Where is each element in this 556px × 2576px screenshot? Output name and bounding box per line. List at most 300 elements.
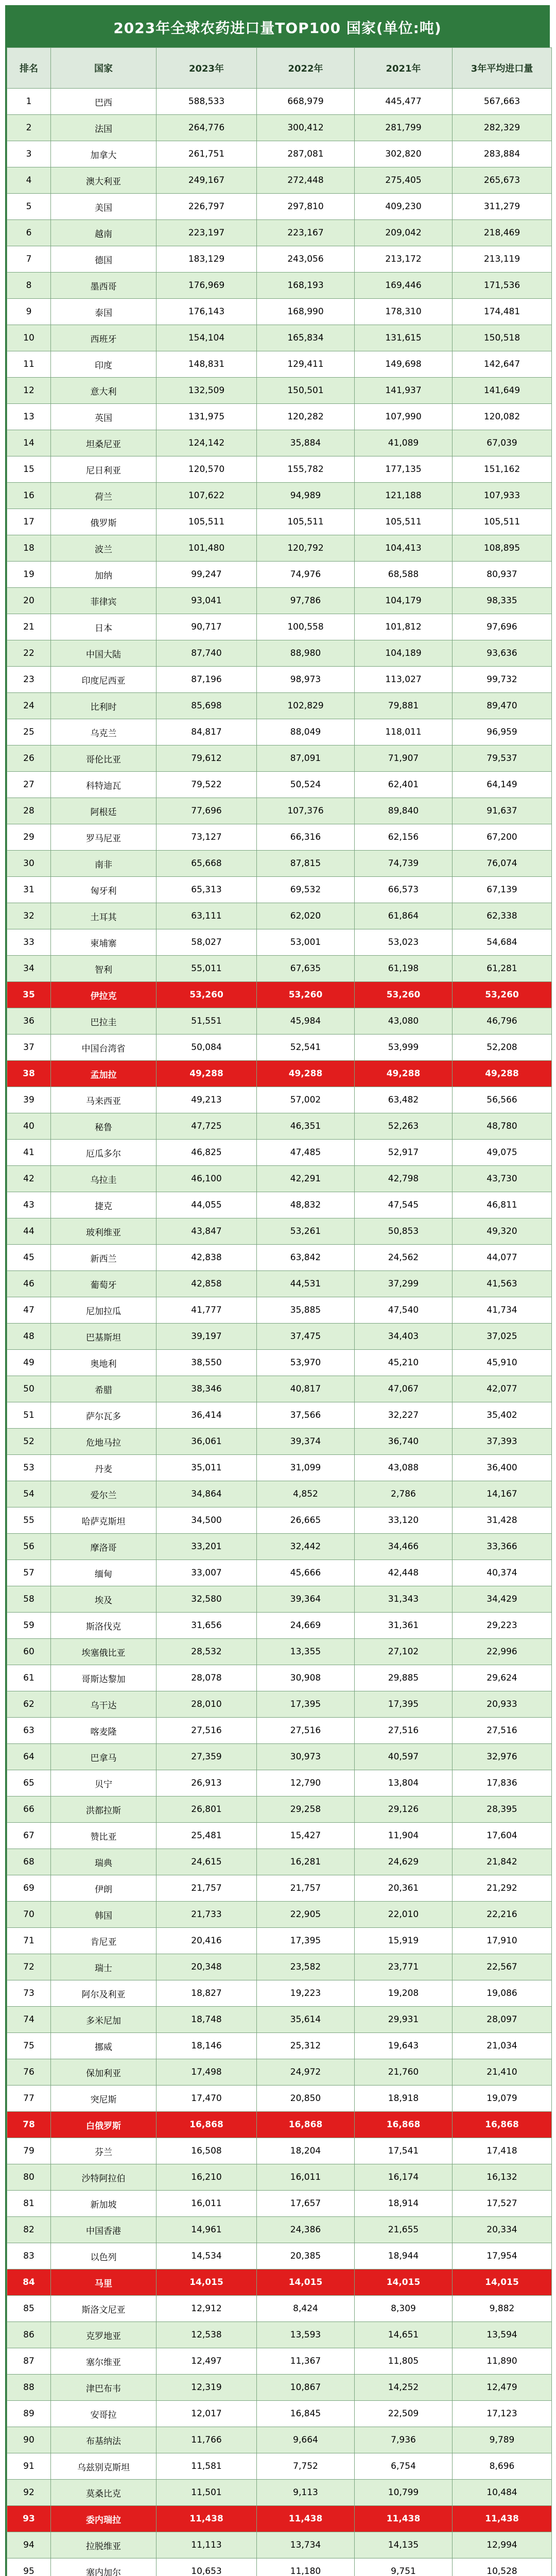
cell-3yr-average: 218,469 [453, 220, 552, 246]
cell-3yr-average: 141,649 [453, 378, 552, 404]
table-row [7, 2086, 552, 2112]
cell-2023: 99,247 [157, 562, 257, 588]
cell-rank: 34 [7, 956, 51, 982]
cell-3yr-average: 311,279 [453, 194, 552, 220]
table-row [7, 1639, 552, 1665]
table-row [7, 640, 552, 667]
cell-rank: 94 [7, 2532, 51, 2558]
cell-rank: 10 [7, 325, 51, 351]
cell-rank: 6 [7, 220, 51, 246]
table-row [7, 562, 552, 588]
cell-3yr-average: 14,167 [453, 1481, 552, 1507]
cell-2023: 41,777 [157, 1297, 257, 1324]
cell-3yr-average: 52,208 [453, 1035, 552, 1061]
cell-2023: 36,414 [157, 1402, 257, 1429]
cell-rank: 28 [7, 798, 51, 824]
cell-rank: 69 [7, 1875, 51, 1902]
table-row [7, 1218, 552, 1245]
cell-country: 斯洛伐克 [51, 1613, 157, 1639]
table-row [7, 2427, 552, 2453]
cell-2022: 100,558 [257, 614, 355, 640]
cell-country: 日本 [51, 614, 157, 640]
cell-2021: 178,310 [355, 299, 453, 325]
cell-country: 丹麦 [51, 1455, 157, 1481]
cell-2023: 46,825 [157, 1140, 257, 1166]
cell-2022: 57,002 [257, 1087, 355, 1113]
cell-rank: 61 [7, 1665, 51, 1691]
cell-2022: 129,411 [257, 351, 355, 378]
cell-2022: 24,972 [257, 2059, 355, 2086]
cell-2023: 12,319 [157, 2375, 257, 2401]
cell-2023: 65,313 [157, 877, 257, 903]
cell-country: 尼加拉瓜 [51, 1297, 157, 1324]
cell-3yr-average: 35,402 [453, 1402, 552, 1429]
cell-3yr-average: 10,528 [453, 2558, 552, 2576]
cell-2021: 107,990 [355, 404, 453, 430]
cell-2023: 35,011 [157, 1455, 257, 1481]
cell-2021: 22,010 [355, 1902, 453, 1928]
cell-2023: 63,111 [157, 903, 257, 929]
cell-3yr-average: 93,636 [453, 640, 552, 667]
cell-rank: 37 [7, 1035, 51, 1061]
cell-2022: 40,817 [257, 1376, 355, 1402]
cell-2023: 28,010 [157, 1691, 257, 1718]
cell-rank: 36 [7, 1008, 51, 1035]
cell-2021: 11,438 [355, 2506, 453, 2532]
cell-2023: 11,113 [157, 2532, 257, 2558]
cell-2022: 37,475 [257, 1324, 355, 1350]
cell-3yr-average: 12,479 [453, 2375, 552, 2401]
cell-2023: 87,196 [157, 667, 257, 693]
cell-2022: 42,291 [257, 1166, 355, 1192]
cell-2021: 13,804 [355, 1770, 453, 1797]
cell-rank: 53 [7, 1455, 51, 1481]
cell-2021: 89,840 [355, 798, 453, 824]
table-row [7, 1035, 552, 1061]
cell-country: 阿根廷 [51, 798, 157, 824]
cell-2022: 9,113 [257, 2480, 355, 2506]
cell-3yr-average: 11,890 [453, 2348, 552, 2375]
cell-rank: 85 [7, 2296, 51, 2322]
cell-2021: 27,102 [355, 1639, 453, 1665]
cell-3yr-average: 22,216 [453, 1902, 552, 1928]
cell-rank: 78 [7, 2112, 51, 2138]
cell-rank: 83 [7, 2243, 51, 2269]
cell-2022: 27,516 [257, 1718, 355, 1744]
cell-3yr-average: 142,647 [453, 351, 552, 378]
cell-country: 加纳 [51, 562, 157, 588]
cell-2022: 53,001 [257, 929, 355, 956]
cell-2023: 44,055 [157, 1192, 257, 1218]
cell-country: 越南 [51, 220, 157, 246]
cell-rank: 18 [7, 535, 51, 562]
cell-3yr-average: 80,937 [453, 562, 552, 588]
cell-country: 捷克 [51, 1192, 157, 1218]
cell-2021: 53,023 [355, 929, 453, 956]
cell-2022: 120,282 [257, 404, 355, 430]
table-row [7, 273, 552, 299]
cell-rank: 13 [7, 404, 51, 430]
cell-country: 缅甸 [51, 1560, 157, 1586]
cell-2022: 63,842 [257, 1245, 355, 1271]
cell-2022: 22,905 [257, 1902, 355, 1928]
cell-country: 委内瑞拉 [51, 2506, 157, 2532]
cell-3yr-average: 79,537 [453, 745, 552, 772]
cell-2021: 18,918 [355, 2086, 453, 2112]
cell-3yr-average: 19,086 [453, 1980, 552, 2007]
cell-2022: 287,081 [257, 141, 355, 167]
cell-rank: 4 [7, 167, 51, 194]
cell-2023: 39,197 [157, 1324, 257, 1350]
cell-rank: 65 [7, 1770, 51, 1797]
cell-2022: 14,015 [257, 2269, 355, 2296]
cell-3yr-average: 9,882 [453, 2296, 552, 2322]
cell-rank: 7 [7, 246, 51, 273]
cell-3yr-average: 12,994 [453, 2532, 552, 2558]
table-row [7, 1875, 552, 1902]
cell-2023: 16,011 [157, 2191, 257, 2217]
cell-3yr-average: 150,518 [453, 325, 552, 351]
cell-2021: 63,482 [355, 1087, 453, 1113]
cell-country: 土耳其 [51, 903, 157, 929]
cell-2023: 26,913 [157, 1770, 257, 1797]
cell-2021: 11,805 [355, 2348, 453, 2375]
cell-rank: 90 [7, 2427, 51, 2453]
table-row [7, 693, 552, 719]
table-row [7, 2217, 552, 2243]
cell-country: 泰国 [51, 299, 157, 325]
cell-3yr-average: 29,223 [453, 1613, 552, 1639]
cell-rank: 30 [7, 851, 51, 877]
table-row [7, 614, 552, 640]
cell-2023: 14,015 [157, 2269, 257, 2296]
cell-country: 津巴布韦 [51, 2375, 157, 2401]
cell-2023: 27,359 [157, 1744, 257, 1770]
cell-country: 巴拿马 [51, 1744, 157, 1770]
cell-3yr-average: 21,034 [453, 2033, 552, 2059]
cell-country: 拉脱维亚 [51, 2532, 157, 2558]
header-country: 国家 [51, 48, 157, 89]
cell-2022: 20,385 [257, 2243, 355, 2269]
table-row [7, 1534, 552, 1560]
cell-country: 法国 [51, 115, 157, 141]
cell-2022: 37,566 [257, 1402, 355, 1429]
cell-2022: 45,984 [257, 1008, 355, 1035]
cell-2022: 105,511 [257, 509, 355, 535]
cell-2021: 47,545 [355, 1192, 453, 1218]
table-row [7, 1613, 552, 1639]
cell-3yr-average: 8,696 [453, 2453, 552, 2480]
cell-2023: 47,725 [157, 1113, 257, 1140]
cell-rank: 42 [7, 1166, 51, 1192]
cell-2021: 43,080 [355, 1008, 453, 1035]
cell-country: 坦桑尼亚 [51, 430, 157, 456]
table-row [7, 2112, 552, 2138]
table-row [7, 1297, 552, 1324]
cell-2021: 16,174 [355, 2164, 453, 2191]
cell-rank: 1 [7, 89, 51, 115]
cell-rank: 57 [7, 1560, 51, 1586]
table-row [7, 194, 552, 220]
cell-3yr-average: 16,132 [453, 2164, 552, 2191]
cell-2021: 2,786 [355, 1481, 453, 1507]
cell-2023: 77,696 [157, 798, 257, 824]
cell-3yr-average: 22,996 [453, 1639, 552, 1665]
cell-2023: 223,197 [157, 220, 257, 246]
cell-3yr-average: 41,563 [453, 1271, 552, 1297]
cell-2021: 31,343 [355, 1586, 453, 1613]
cell-2021: 20,361 [355, 1875, 453, 1902]
cell-2021: 66,573 [355, 877, 453, 903]
cell-country: 乌兹别克斯坦 [51, 2453, 157, 2480]
cell-2021: 29,885 [355, 1665, 453, 1691]
cell-country: 秘鲁 [51, 1113, 157, 1140]
cell-2021: 10,799 [355, 2480, 453, 2506]
cell-country: 哥伦比亚 [51, 745, 157, 772]
table-row [7, 1954, 552, 1980]
cell-rank: 92 [7, 2480, 51, 2506]
cell-3yr-average: 46,811 [453, 1192, 552, 1218]
cell-rank: 33 [7, 929, 51, 956]
cell-country: 中国台湾省 [51, 1035, 157, 1061]
table-row [7, 2322, 552, 2348]
cell-2023: 25,481 [157, 1823, 257, 1849]
cell-rank: 79 [7, 2138, 51, 2164]
table-row [7, 2375, 552, 2401]
cell-2021: 53,260 [355, 982, 453, 1008]
table-row [7, 1166, 552, 1192]
header-2022: 2022年 [257, 48, 355, 89]
cell-2023: 85,698 [157, 693, 257, 719]
cell-rank: 63 [7, 1718, 51, 1744]
cell-country: 喀麦隆 [51, 1718, 157, 1744]
cell-2022: 7,752 [257, 2453, 355, 2480]
cell-country: 西班牙 [51, 325, 157, 351]
cell-country: 克罗地亚 [51, 2322, 157, 2348]
cell-2022: 26,665 [257, 1507, 355, 1534]
cell-2022: 97,786 [257, 588, 355, 614]
table-row [7, 456, 552, 483]
cell-rank: 73 [7, 1980, 51, 2007]
table-row [7, 1928, 552, 1954]
cell-2023: 50,084 [157, 1035, 257, 1061]
cell-2021: 11,904 [355, 1823, 453, 1849]
cell-country: 葡萄牙 [51, 1271, 157, 1297]
cell-2022: 12,790 [257, 1770, 355, 1797]
cell-rank: 87 [7, 2348, 51, 2375]
cell-country: 沙特阿拉伯 [51, 2164, 157, 2191]
table-row [7, 167, 552, 194]
cell-3yr-average: 17,836 [453, 1770, 552, 1797]
cell-country: 中国香港 [51, 2217, 157, 2243]
cell-3yr-average: 33,366 [453, 1534, 552, 1560]
cell-2021: 14,135 [355, 2532, 453, 2558]
cell-2022: 35,884 [257, 430, 355, 456]
cell-3yr-average: 27,516 [453, 1718, 552, 1744]
cell-rank: 68 [7, 1849, 51, 1875]
cell-2023: 18,146 [157, 2033, 257, 2059]
table-header [7, 48, 552, 89]
cell-3yr-average: 67,039 [453, 430, 552, 456]
cell-rank: 26 [7, 745, 51, 772]
cell-country: 科特迪瓦 [51, 772, 157, 798]
cell-rank: 72 [7, 1954, 51, 1980]
cell-2022: 297,810 [257, 194, 355, 220]
cell-2021: 62,156 [355, 824, 453, 851]
cell-2021: 34,403 [355, 1324, 453, 1350]
cell-2022: 30,908 [257, 1665, 355, 1691]
cell-rank: 82 [7, 2217, 51, 2243]
cell-2023: 34,500 [157, 1507, 257, 1534]
cell-2022: 35,885 [257, 1297, 355, 1324]
cell-country: 瑞士 [51, 1954, 157, 1980]
cell-2023: 84,817 [157, 719, 257, 745]
cell-2022: 94,989 [257, 483, 355, 509]
cell-3yr-average: 213,119 [453, 246, 552, 273]
cell-country: 新西兰 [51, 1245, 157, 1271]
cell-2023: 11,501 [157, 2480, 257, 2506]
cell-country: 厄瓜多尔 [51, 1140, 157, 1166]
cell-2023: 79,612 [157, 745, 257, 772]
cell-2022: 50,524 [257, 772, 355, 798]
cell-2021: 7,936 [355, 2427, 453, 2453]
cell-2023: 249,167 [157, 167, 257, 194]
cell-rank: 15 [7, 456, 51, 483]
cell-2021: 18,944 [355, 2243, 453, 2269]
cell-2023: 58,027 [157, 929, 257, 956]
cell-rank: 45 [7, 1245, 51, 1271]
cell-2023: 36,061 [157, 1429, 257, 1455]
cell-2022: 10,867 [257, 2375, 355, 2401]
cell-rank: 81 [7, 2191, 51, 2217]
cell-3yr-average: 91,637 [453, 798, 552, 824]
cell-country: 澳大利亚 [51, 167, 157, 194]
table-row [7, 1560, 552, 1586]
cell-2021: 27,516 [355, 1718, 453, 1744]
cell-rank: 32 [7, 903, 51, 929]
cell-country: 哥斯达黎加 [51, 1665, 157, 1691]
cell-3yr-average: 171,536 [453, 273, 552, 299]
cell-2021: 14,651 [355, 2322, 453, 2348]
cell-2022: 17,395 [257, 1691, 355, 1718]
cell-rank: 56 [7, 1534, 51, 1560]
cell-2021: 52,263 [355, 1113, 453, 1140]
table-row [7, 1350, 552, 1376]
cell-rank: 52 [7, 1429, 51, 1455]
cell-3yr-average: 34,429 [453, 1586, 552, 1613]
cell-2021: 41,089 [355, 430, 453, 456]
cell-2023: 42,838 [157, 1245, 257, 1271]
cell-country: 以色列 [51, 2243, 157, 2269]
table-row [7, 1665, 552, 1691]
table-row [7, 667, 552, 693]
cell-3yr-average: 107,933 [453, 483, 552, 509]
cell-3yr-average: 96,959 [453, 719, 552, 745]
cell-3yr-average: 76,074 [453, 851, 552, 877]
cell-2023: 49,213 [157, 1087, 257, 1113]
cell-country: 印度 [51, 351, 157, 378]
cell-2022: 66,316 [257, 824, 355, 851]
cell-2022: 16,845 [257, 2401, 355, 2427]
cell-2023: 21,733 [157, 1902, 257, 1928]
cell-rank: 88 [7, 2375, 51, 2401]
table-row [7, 1429, 552, 1455]
cell-3yr-average: 11,438 [453, 2506, 552, 2532]
cell-3yr-average: 105,511 [453, 509, 552, 535]
cell-2023: 49,288 [157, 1061, 257, 1087]
cell-2022: 4,852 [257, 1481, 355, 1507]
cell-country: 菲律宾 [51, 588, 157, 614]
cell-2021: 17,395 [355, 1691, 453, 1718]
cell-3yr-average: 21,292 [453, 1875, 552, 1902]
cell-3yr-average: 48,780 [453, 1113, 552, 1140]
cell-3yr-average: 36,400 [453, 1455, 552, 1481]
cell-2021: 53,999 [355, 1035, 453, 1061]
cell-3yr-average: 43,730 [453, 1166, 552, 1192]
cell-country: 保加利亚 [51, 2059, 157, 2086]
cell-3yr-average: 67,200 [453, 824, 552, 851]
cell-country: 马里 [51, 2269, 157, 2296]
cell-3yr-average: 44,077 [453, 1245, 552, 1271]
cell-rank: 9 [7, 299, 51, 325]
cell-2022: 272,448 [257, 167, 355, 194]
cell-3yr-average: 14,015 [453, 2269, 552, 2296]
cell-2021: 61,864 [355, 903, 453, 929]
cell-country: 墨西哥 [51, 273, 157, 299]
cell-3yr-average: 89,470 [453, 693, 552, 719]
cell-3yr-average: 567,663 [453, 89, 552, 115]
cell-2021: 21,655 [355, 2217, 453, 2243]
cell-country: 塞内加尔 [51, 2558, 157, 2576]
cell-2023: 17,470 [157, 2086, 257, 2112]
cell-3yr-average: 61,281 [453, 956, 552, 982]
cell-2022: 29,258 [257, 1797, 355, 1823]
cell-2021: 104,189 [355, 640, 453, 667]
cell-2023: 38,346 [157, 1376, 257, 1402]
cell-3yr-average: 97,696 [453, 614, 552, 640]
cell-3yr-average: 45,910 [453, 1350, 552, 1376]
cell-2023: 32,580 [157, 1586, 257, 1613]
cell-country: 希腊 [51, 1376, 157, 1402]
cell-3yr-average: 108,895 [453, 535, 552, 562]
table-row [7, 772, 552, 798]
cell-2022: 45,666 [257, 1560, 355, 1586]
cell-rank: 41 [7, 1140, 51, 1166]
cell-country: 摩洛哥 [51, 1534, 157, 1560]
cell-rank: 93 [7, 2506, 51, 2532]
cell-2022: 25,312 [257, 2033, 355, 2059]
cell-2021: 19,643 [355, 2033, 453, 2059]
cell-3yr-average: 41,734 [453, 1297, 552, 1324]
cell-rank: 14 [7, 430, 51, 456]
cell-2022: 15,427 [257, 1823, 355, 1849]
table-row [7, 1770, 552, 1797]
cell-rank: 67 [7, 1823, 51, 1849]
table-row [7, 2296, 552, 2322]
cell-2021: 52,917 [355, 1140, 453, 1166]
cell-2021: 177,135 [355, 456, 453, 483]
cell-2021: 302,820 [355, 141, 453, 167]
cell-2022: 20,850 [257, 2086, 355, 2112]
cell-2023: 264,776 [157, 115, 257, 141]
cell-2023: 34,864 [157, 1481, 257, 1507]
cell-country: 匈牙利 [51, 877, 157, 903]
cell-2023: 18,827 [157, 1980, 257, 2007]
table-row [7, 1402, 552, 1429]
cell-country: 肯尼亚 [51, 1928, 157, 1954]
cell-2023: 101,480 [157, 535, 257, 562]
cell-2023: 261,751 [157, 141, 257, 167]
